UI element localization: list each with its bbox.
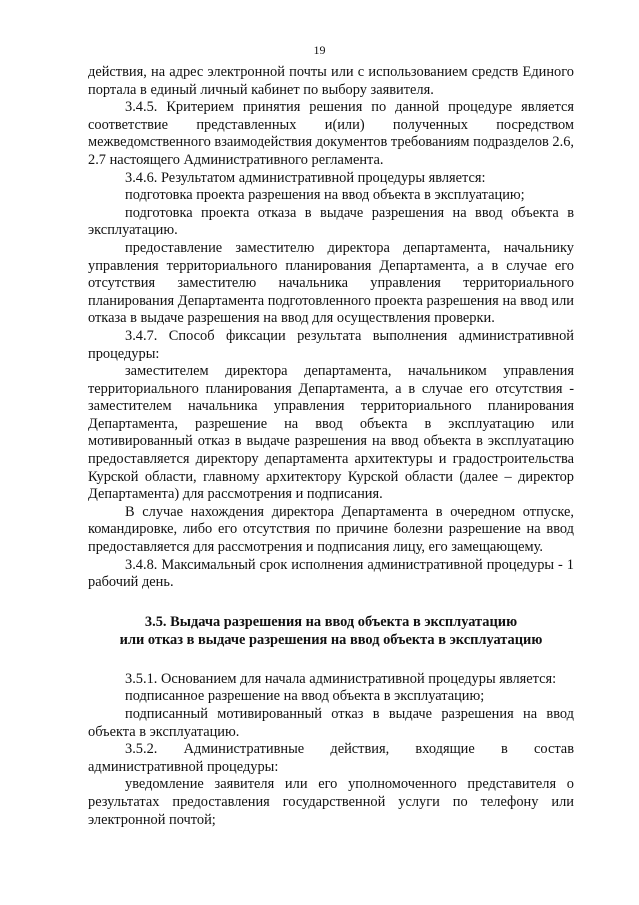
paragraph: уведомление заявителя или его уполномоченного представителя о результатах предоставления государственной услуги по телефону или электронной почтой; [88,776,574,828]
paragraph: 3.4.6. Результатом административной процедуры является: [125,169,486,186]
paragraph: подписанный мотивированный отказ в выдаче разрешения на ввод объекта в эксплуатацию. [88,706,574,740]
paragraph: подготовка проекта разрешения на ввод объекта в эксплуатацию; [125,187,525,204]
paragraph: подготовка проекта отказа в выдаче разрешения на ввод объекта в эксплуатацию. [88,204,574,239]
paragraph: 3.4.5. Критерием принятия решения по данной процедуре является соответствие представленных и(или) полученных посредством межведомственного взаимодействия документов требованиям подразделов 2.6, 2.7 настоящего Административного регламента. [88,99,575,168]
paragraph: 3.5.1. Основанием для начала административной процедуры является: [125,670,557,687]
paragraph: 3.4.7. Способ фиксации результата выполнения административной процедуры: [88,327,574,362]
document-body [88,64,574,829]
paragraph: подписанное разрешение на ввод объекта в эксплуатацию; [125,688,485,705]
paragraph: 3.5.2. Административные действия, входящие в состав административной процедуры: [88,741,574,775]
section-heading-line: или отказ в выдаче разрешения на ввод объекта в эксплуатацию [119,631,543,648]
paragraph: заместителем директора департамента, начальником управления территориального планирования Департамента, а в случае его отсутствия - заместителем начальника управления территориального планирования Департамента, разрешение на ввод объекта в эксплуатацию или мотивированный отказ в выдаче разрешения на ввод объекта в эксплуатацию предоставляется директору департамента архитектуры и градостроительства Курской области, главному архитектору Курской области (далее – директор Департамента) для рассмотрения и подписания. [88,363,574,503]
paragraph: 3.4.8. Максимальный срок исполнения административной процедуры - 1 рабочий день. [88,556,574,591]
paragraph: действия, на адрес электронной почты или с использованием средств Единого портала в единый личный кабинет по выбору заявителя. [88,64,574,98]
section-heading [88,613,574,649]
page-number: 19 [313,43,326,57]
paragraph: предоставление заместителю директора департамента, начальнику управления территориального планирования Департамента, а в случае его отсутствия заместителю начальника управления территориального планирования Департамента подготовленного проекта разрешения на ввод или отказа в выдаче разрешения на ввод для осуществления проверки. [88,239,574,327]
paragraphs-before [88,64,574,592]
paragraph: В случае нахождения директора Департамента в очередном отпуске, командировке, либо его отсутствия по причине болезни разрешение на ввод предоставляется для рассмотрения и подписания лицу, его замещающему. [88,503,574,556]
paragraphs-after [88,671,574,829]
section-heading-line: 3.5. Выдача разрешения на ввод объекта в эксплуатацию [144,613,518,630]
